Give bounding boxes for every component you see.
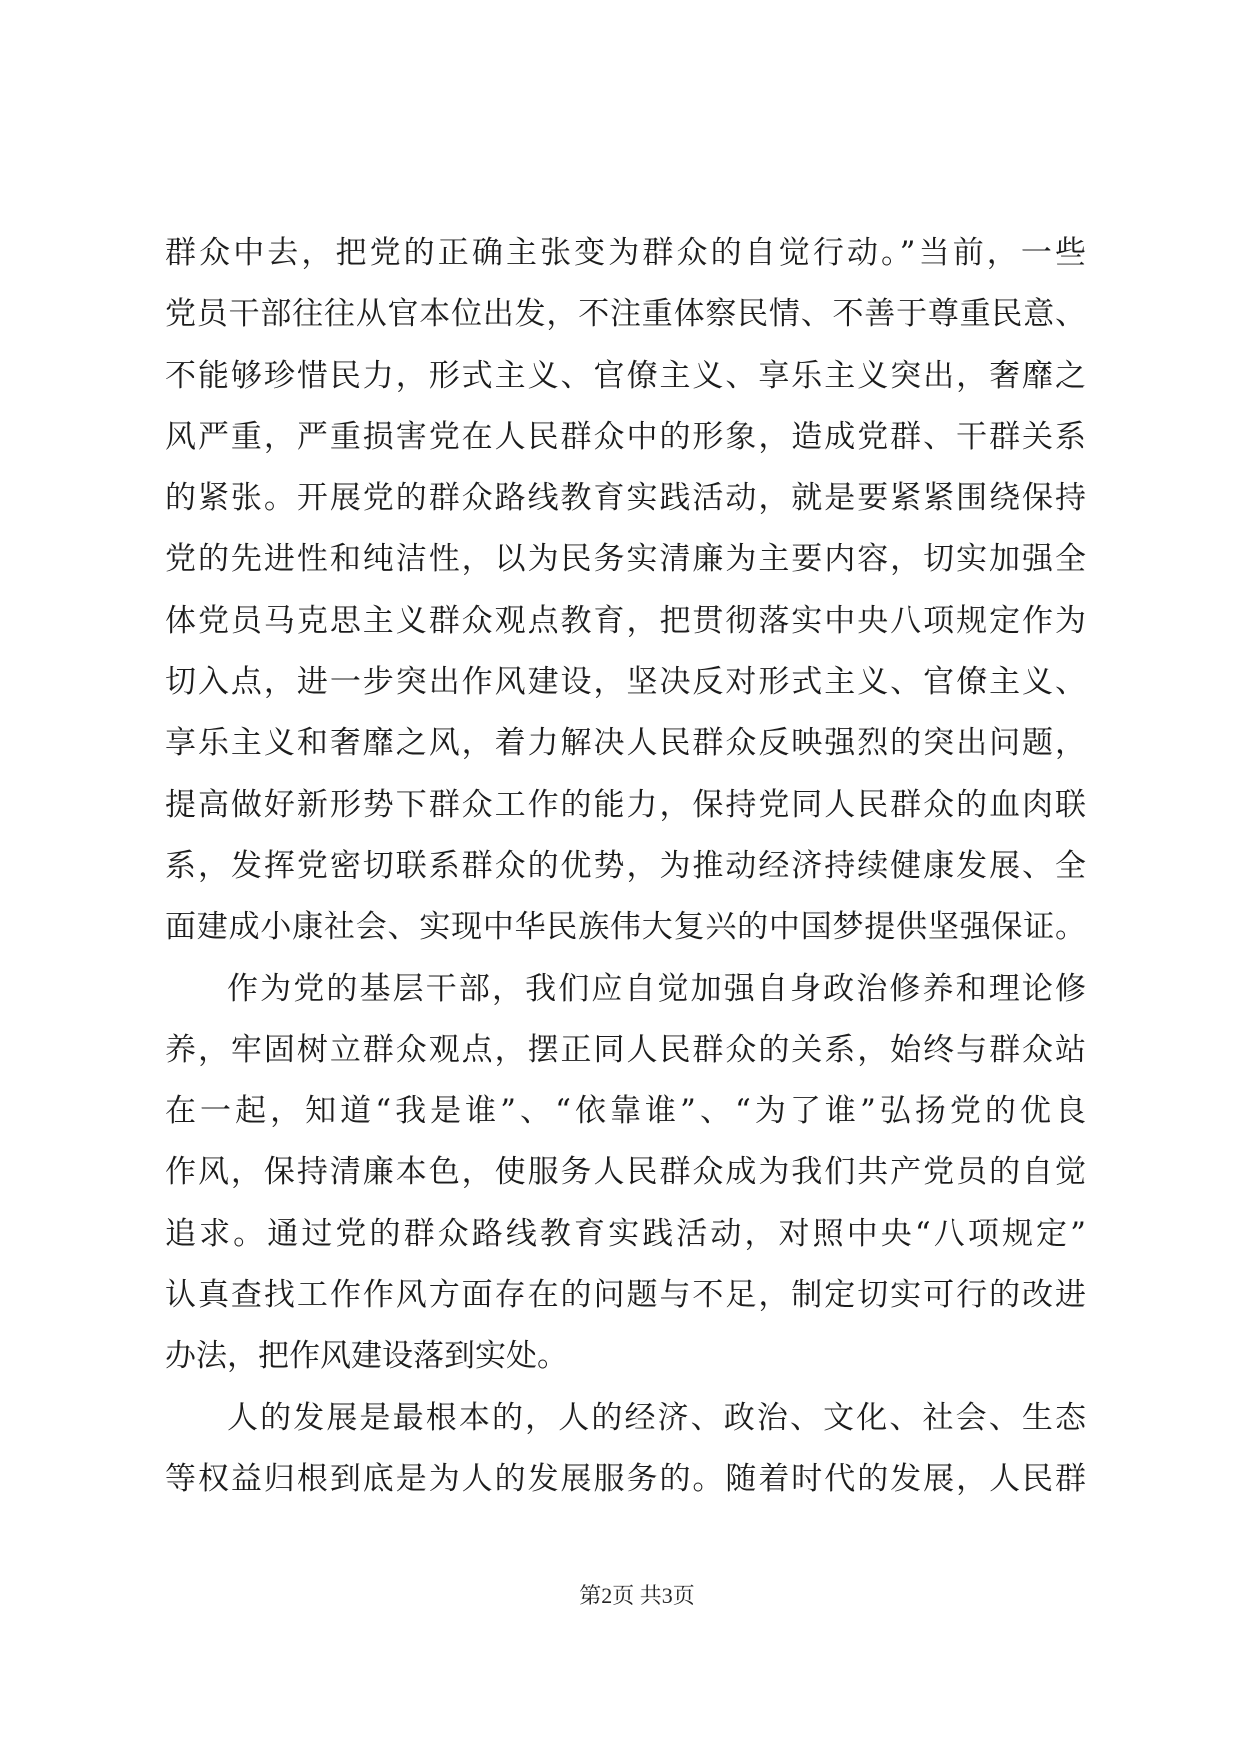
text-line: 不能够珍惜民力，形式主义、官僚主义、享乐主义突出，奢靡之 — [165, 357, 1086, 394]
text-line: 切入点，进一步突出作风建设，坚决反对形式主义、官僚主义、 — [165, 664, 1086, 701]
text-line: 人的发展是最根本的，人的经济、政治、文化、社会、生态 — [227, 1399, 1086, 1436]
text-line: 养，牢固树立群众观点，摆正同人民群众的关系，始终与群众站 — [165, 1031, 1086, 1068]
text-line: 追求。通过党的群众路线教育实践活动，对照中央“八项规定” — [165, 1215, 1086, 1252]
text-line: 系，发挥党密切联系群众的优势，为推动经济持续健康发展、全 — [165, 847, 1086, 884]
text-line: 党员干部往往从官本位出发，不注重体察民情、不善于尊重民意、 — [165, 296, 1086, 333]
text-line: 群众中去，把党的正确主张变为群众的自觉行动。”当前，一些 — [165, 235, 1086, 271]
text-line: 风严重，严重损害党在人民群众中的形象，造成党群、干群关系 — [165, 418, 1086, 455]
text-line: 等权益归根到底是为人的发展服务的。随着时代的发展，人民群 — [165, 1460, 1086, 1497]
document-body — [165, 223, 1086, 1510]
text-line: 面建成小康社会、实现中华民族伟大复兴的中国梦提供坚强保证。 — [165, 909, 1086, 946]
text-line: 在一起，知道“我是谁”、“依靠谁”、“为了谁”弘扬党的优良 — [165, 1093, 1086, 1130]
text-line: 认真查找工作作风方面存在的问题与不足，制定切实可行的改进 — [165, 1277, 1086, 1314]
text-line: 的紧张。开展党的群众路线教育实践活动，就是要紧紧围绕保持 — [165, 480, 1086, 517]
page-footer: 第2页 共3页 — [579, 1583, 695, 1608]
text-line: 办法，把作风建设落到实处。 — [165, 1338, 568, 1375]
text-line: 党的先进性和纯洁性，以为民务实清廉为主要内容，切实加强全 — [165, 541, 1086, 578]
paragraph-human-development — [165, 1388, 1086, 1511]
text-line: 提高做好新形势下群众工作的能力，保持党同人民群众的血肉联 — [165, 786, 1086, 823]
text-line: 享乐主义和奢靡之风，着力解决人民群众反映强烈的突出问题， — [165, 725, 1086, 762]
paragraph-continued — [165, 223, 1086, 959]
paragraph-cadre-responsibility — [165, 959, 1086, 1388]
text-line: 作风，保持清廉本色，使服务人民群众成为我们共产党员的自觉 — [165, 1154, 1086, 1191]
text-line: 体党员马克思主义群众观点教育，把贯彻落实中央八项规定作为 — [165, 602, 1086, 639]
text-line: 作为党的基层干部，我们应自觉加强自身政治修养和理论修 — [227, 970, 1086, 1007]
